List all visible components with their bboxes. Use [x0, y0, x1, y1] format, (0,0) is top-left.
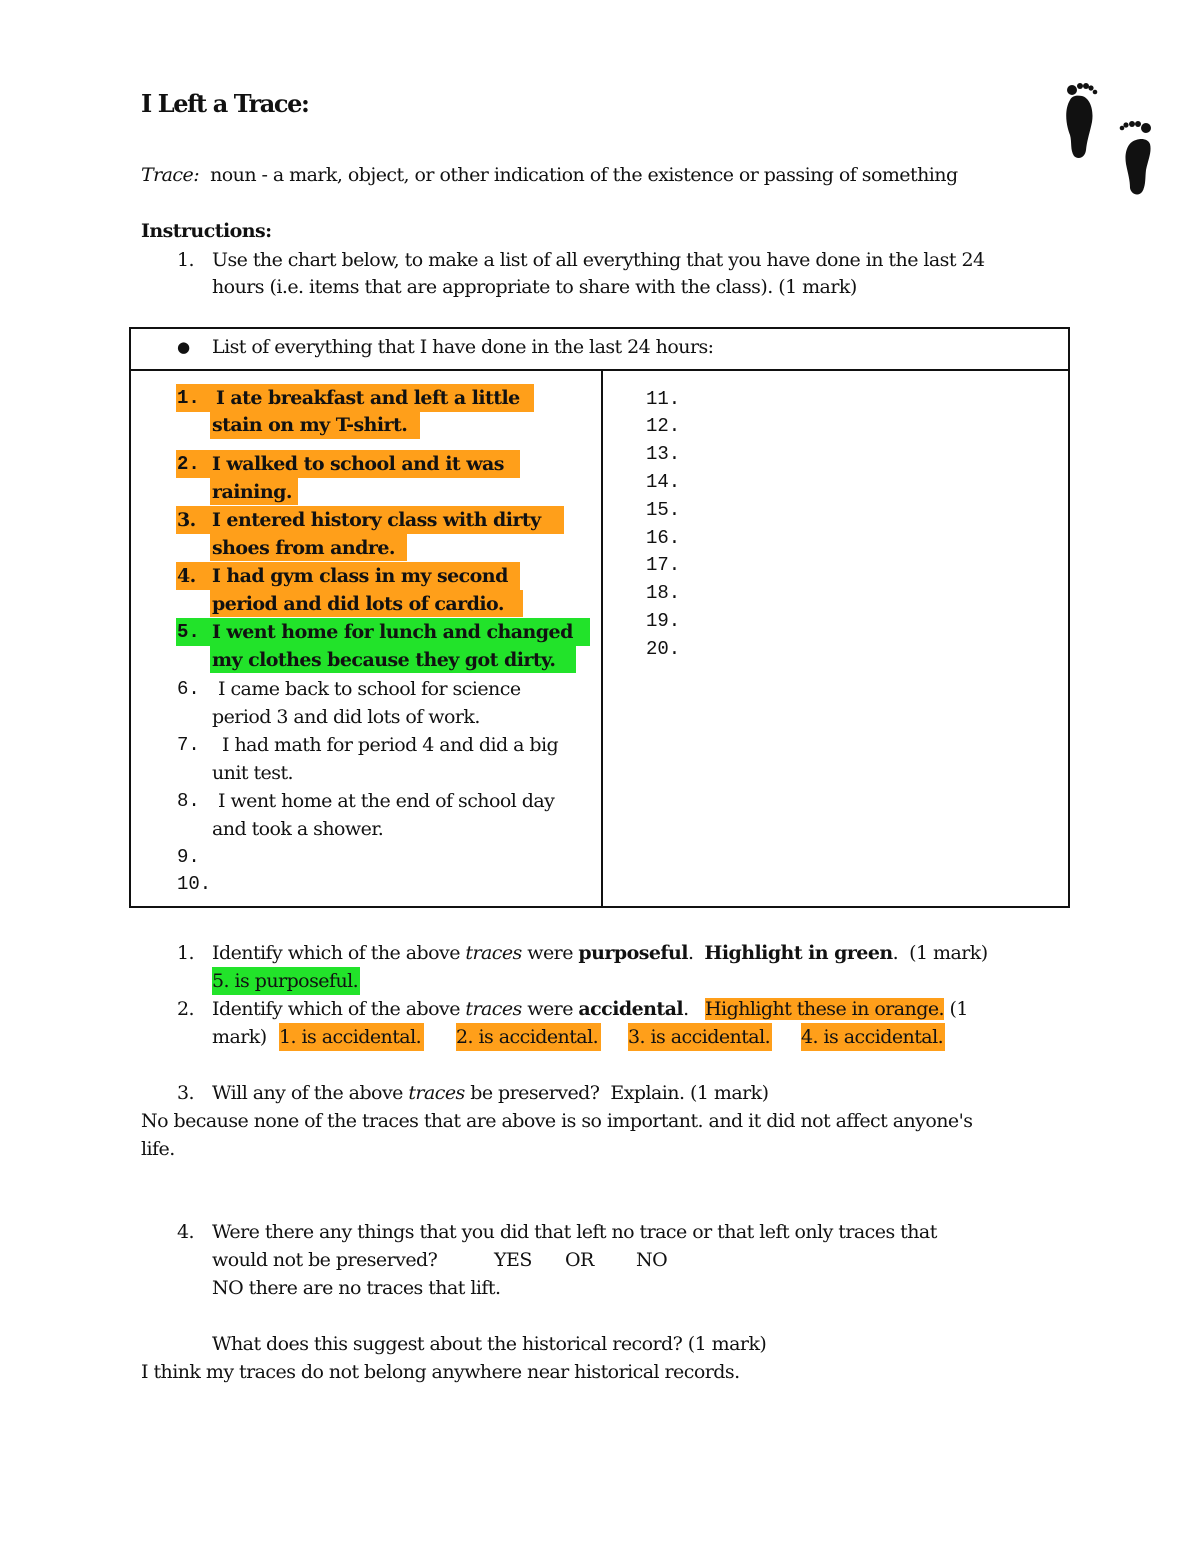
option-or: OR: [565, 1249, 594, 1271]
list-item-number: 4.: [177, 565, 196, 587]
question-emphasis: traces: [465, 998, 522, 1020]
answer-text: No because none of the traces that are above is so important. and it did not affect anyone's: [141, 1110, 973, 1132]
answer-purposeful: 5. is purposeful.: [212, 967, 360, 995]
definition-text: noun - a mark, object, or other indication of the existence or passing of something: [210, 164, 958, 186]
list-item-number: 9.: [177, 846, 200, 868]
answer-accidental: 1. is accidental.: [279, 1023, 424, 1051]
list-item-number: 8.: [177, 790, 200, 812]
question-text: Identify which of the above: [212, 942, 466, 964]
question-text: were: [521, 942, 579, 964]
list-item-number: 11.: [646, 388, 681, 410]
bullet-icon: ●: [177, 338, 190, 356]
instruction-line: hours (i.e. items that are appropriate to share with the class). (1 mark): [212, 276, 857, 298]
list-item-number: 13.: [646, 443, 681, 465]
question-text: mark): [212, 1026, 267, 1048]
answer-accidental: 3. is accidental.: [628, 1023, 772, 1051]
question-emphasis: traces: [408, 1082, 465, 1104]
question-text: were: [521, 998, 579, 1020]
question-text: (1: [944, 998, 968, 1020]
list-item-number: 19.: [646, 610, 681, 632]
question-2: [212, 995, 968, 1023]
list-item: I went home for lunch and changed: [212, 621, 573, 643]
question-1: [212, 939, 988, 967]
instruction-line: Use the chart below, to make a list of all everything that you have done in the last 24: [212, 249, 985, 271]
list-item-number: 14.: [646, 471, 681, 493]
list-item-number: 20.: [646, 638, 681, 660]
question-text: .: [683, 998, 706, 1020]
list-item-number: 12.: [646, 415, 681, 437]
question-text: Were there any things that you did that left no trace or that left only traces that: [212, 1221, 937, 1243]
question-text: Identify which of the above: [212, 998, 466, 1020]
question-number: 4.: [177, 1221, 195, 1243]
list-item: stain on my T-shirt.: [212, 414, 408, 436]
list-item: I had math for period 4 and did a big: [222, 734, 559, 756]
answer-text: life.: [141, 1138, 175, 1160]
instruction-number: 1.: [177, 249, 195, 271]
question-bold: accidental: [578, 998, 684, 1020]
instructions-heading: Instructions:: [141, 220, 272, 242]
definition-term: Trace:: [141, 164, 200, 186]
list-item: I walked to school and it was: [212, 453, 504, 475]
list-item: I ate breakfast and left a little: [216, 387, 520, 409]
list-item-number: 3.: [177, 509, 196, 531]
question-text: Will any of the above: [212, 1082, 409, 1104]
answer-text: I think my traces do not belong anywhere near historical records.: [141, 1361, 740, 1383]
option-yes: YES: [494, 1249, 532, 1271]
chart-header: List of everything that I have done in the last 24 hours:: [212, 336, 714, 358]
list-item: I entered history class with dirty: [212, 509, 541, 531]
question-number: 1.: [177, 942, 195, 964]
list-item-number: 16.: [646, 527, 681, 549]
question-text: . (1 mark): [892, 942, 988, 964]
list-item-number: 10.: [177, 873, 212, 895]
question-number: 2.: [177, 998, 195, 1020]
option-no: NO: [636, 1249, 668, 1271]
list-item: period 3 and did lots of work.: [212, 706, 480, 728]
list-item: I came back to school for science: [218, 678, 521, 700]
list-item: and took a shower.: [212, 818, 384, 840]
footprints-icon: [1058, 80, 1158, 204]
list-item: shoes from andre.: [212, 537, 395, 559]
question-emphasis: traces: [465, 942, 522, 964]
page-title: I Left a Trace:: [141, 89, 309, 118]
question-text: be preserved? Explain. (1 mark): [464, 1082, 769, 1104]
question-text: would not be preserved?: [212, 1249, 438, 1271]
chart-header-row: [131, 329, 1068, 371]
list-item-number: 5.: [177, 621, 200, 643]
answer-accidental: 2. is accidental.: [456, 1023, 601, 1051]
list-item: unit test.: [212, 762, 294, 784]
list-item: my clothes because they got dirty.: [212, 649, 556, 671]
answer-text: NO there are no traces that lift.: [212, 1277, 501, 1299]
list-item: I went home at the end of school day: [218, 790, 555, 812]
question-text: What does this suggest about the historical record? (1 mark): [212, 1333, 767, 1355]
question-number: 3.: [177, 1082, 195, 1104]
list-item-number: 2.: [177, 453, 200, 475]
question-bold: purposeful: [578, 942, 688, 964]
column-divider: [601, 371, 603, 906]
list-item: raining.: [212, 481, 292, 503]
list-item-number: 1.: [177, 387, 200, 409]
question-3: [212, 1079, 768, 1107]
list-item: I had gym class in my second: [212, 565, 508, 587]
definition: [141, 161, 958, 189]
question-bold: Highlight in green: [704, 942, 893, 964]
list-item-number: 7.: [177, 734, 200, 756]
question-text: .: [687, 942, 705, 964]
answer-accidental: 4. is accidental.: [801, 1023, 945, 1051]
question-highlight: Highlight these in orange.: [705, 998, 945, 1020]
list-item-number: 18.: [646, 582, 681, 604]
list-item-number: 17.: [646, 554, 681, 576]
list-item-number: 6.: [177, 678, 200, 700]
list-item-number: 15.: [646, 499, 681, 521]
list-item: period and did lots of cardio.: [212, 593, 504, 615]
